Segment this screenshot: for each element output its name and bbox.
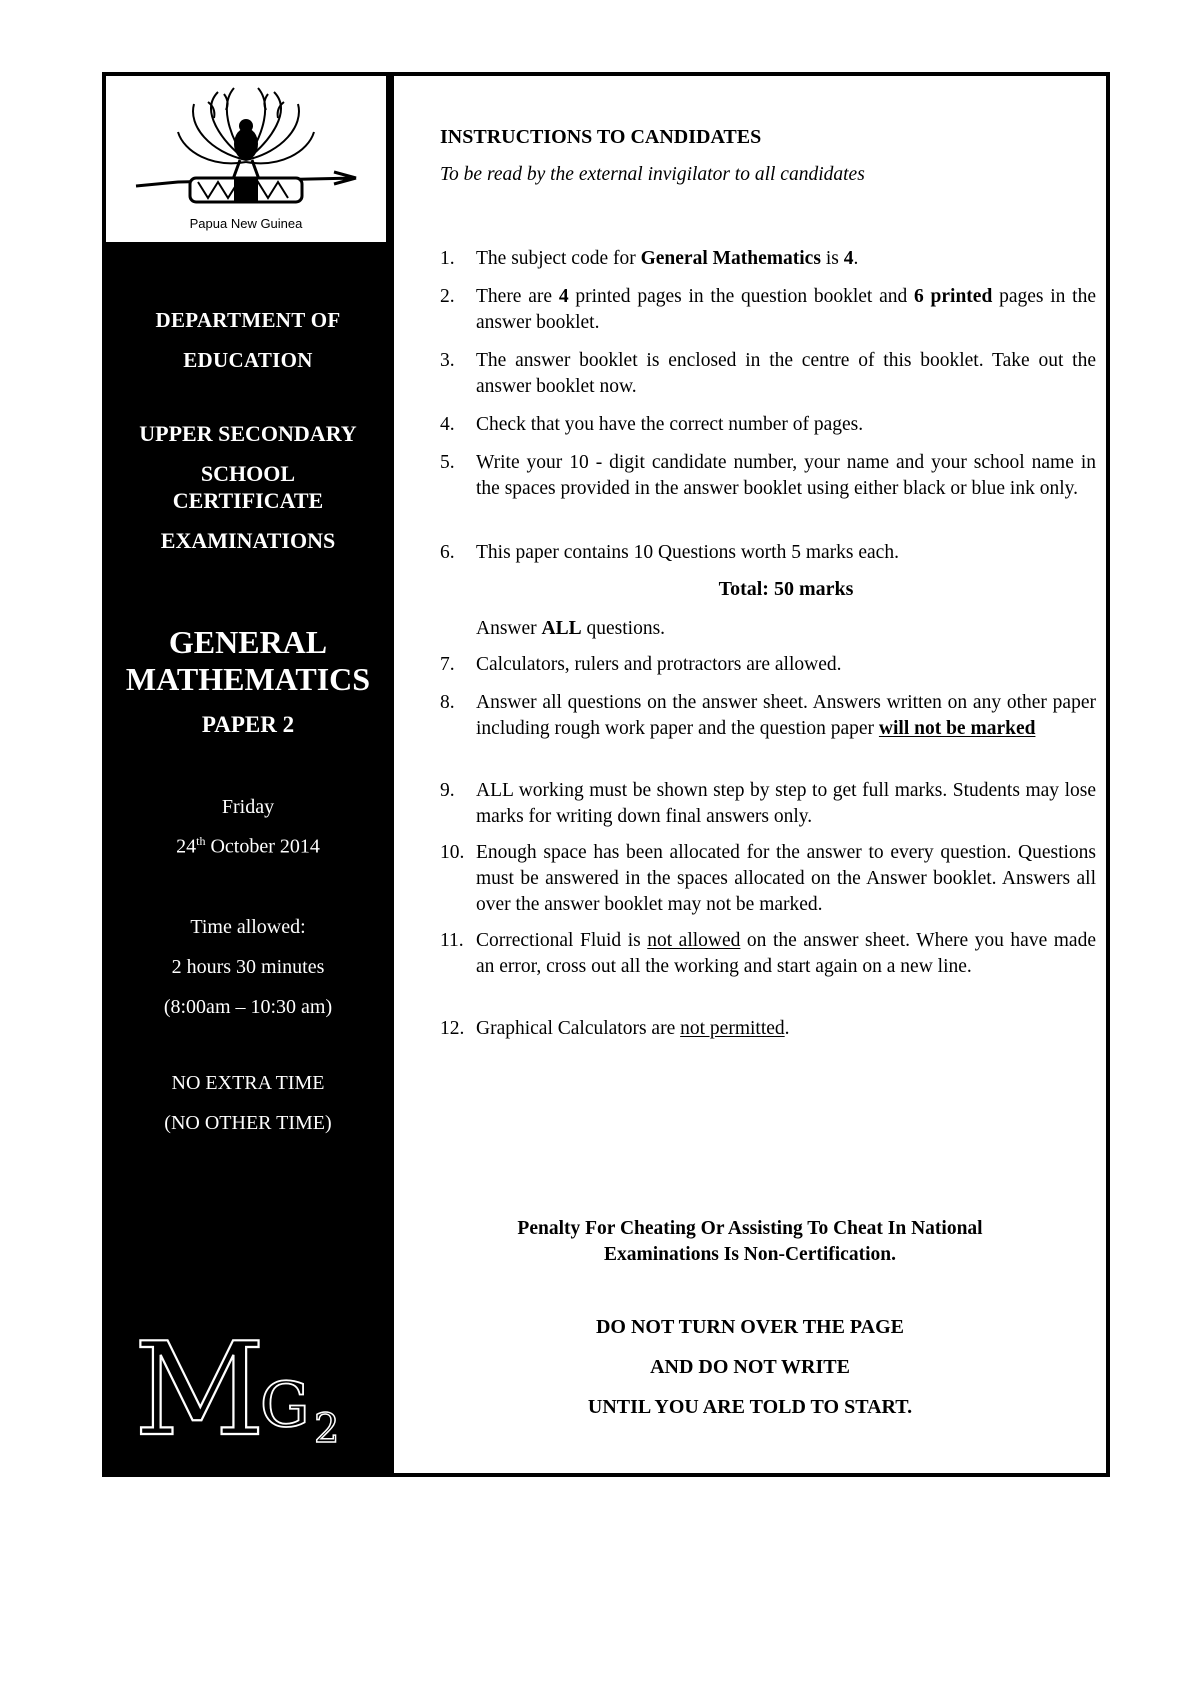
penalty-notice [394,1216,1106,1268]
subject-line-1: GENERAL [168,624,328,660]
instruction-item: 1. The subject code for General Mathematics is 4. [440,248,859,269]
instructions-panel [394,76,1106,1473]
duration: 2 hours 30 minutes [171,956,325,978]
instruction-item: 10. Enough space has been allocated for the answer to every question. Questions must be answered in the spaces allocated on the Answer booklet. Answers all over the answer booklet may not be marked. [440,842,1096,915]
mg2-logo [134,1318,374,1448]
time-allowed-label: Time allowed: [190,916,306,938]
crest-caption: Papua New Guinea [189,216,303,231]
subject-title [106,624,390,698]
time-range: (8:00am – 10:30 am) [163,996,333,1018]
instruction-item: 7. Calculators, rulers and protractors are allowed. [440,654,842,675]
instructions-heading: INSTRUCTIONS TO CANDIDATES [440,126,762,148]
instruction-item: 9. ALL working must be shown step by step to get full marks. Students may lose marks for writing down final answers only. [440,780,1096,827]
date-month-year: October 2014 [205,835,320,858]
answer-all-note: Answer ALL questions. [476,618,666,639]
instruction-item: 4. Check that you have the correct number of pages. [440,414,864,435]
warning-line-2: AND DO NOT WRITE [650,1356,850,1378]
warning-line-1: DO NOT TURN OVER THE PAGE [595,1316,905,1338]
instruction-item: 11. Correctional Fluid is not allowed on the answer sheet. Where you have made an error, cross out all the working and start again on a new line. [440,930,1096,977]
no-other-time: (NO OTHER TIME) [164,1112,332,1134]
exam-line-1: UPPER SECONDARY [139,421,357,446]
png-crest-icon [128,82,364,238]
instruction-item: 2. There are 4 printed pages in the question booklet and 6 printed pages in the answer booklet. [440,286,1096,333]
exam-cover-frame [102,72,1110,1477]
paper-label: PAPER 2 [201,712,295,737]
instructions-subheading: To be read by the external invigilator to all candidates [440,164,865,185]
penalty-line-2: Examinations Is Non-Certification. [604,1244,896,1265]
total-marks: Total: 50 marks [718,578,854,600]
penalty-line-1: Penalty For Cheating Or Assisting To Cheat In National [517,1218,983,1239]
dept-line-1: DEPARTMENT OF [155,308,341,332]
crest-box [106,76,390,244]
date-suffix: th [196,834,206,848]
exam-line-2: SCHOOL [200,461,296,486]
exam-line-3: CERTIFICATE [172,488,324,513]
instruction-item: 8. Answer all questions on the answer sheet. Answers written on any other paper including rough work paper and the question paper will not be marked [440,692,1096,739]
exam-day: Friday [221,796,275,818]
sidebar [106,76,390,1473]
instruction-item: 12. Graphical Calculators are not permitted. [440,1018,790,1039]
logo-subscript: 2 [314,1406,340,1448]
instruction-item: 3. The answer booklet is enclosed in the centre of this booklet. Take out the answer booklet now. [440,350,1096,397]
subject-line-2: MATHEMATICS [125,661,371,697]
exam-date [106,834,390,859]
warning-line-3: UNTIL YOU ARE TOLD TO START. [587,1396,913,1418]
date-number: 24 [176,835,197,858]
dept-line-2: EDUCATION [183,348,313,372]
logo-letter-g: G [260,1368,310,1441]
exam-line-4: EXAMINATIONS [160,528,336,553]
no-extra-time: NO EXTRA TIME [171,1072,325,1094]
instruction-item: 5. Write your 10 - digit candidate number, your name and your school name in the spaces provided in the answer booklet using either black or blue ink only. [440,452,1096,499]
instruction-item: 6. This paper contains 10 Questions worth 5 marks each. [440,542,899,563]
logo-letter-m: M [134,1318,266,1448]
